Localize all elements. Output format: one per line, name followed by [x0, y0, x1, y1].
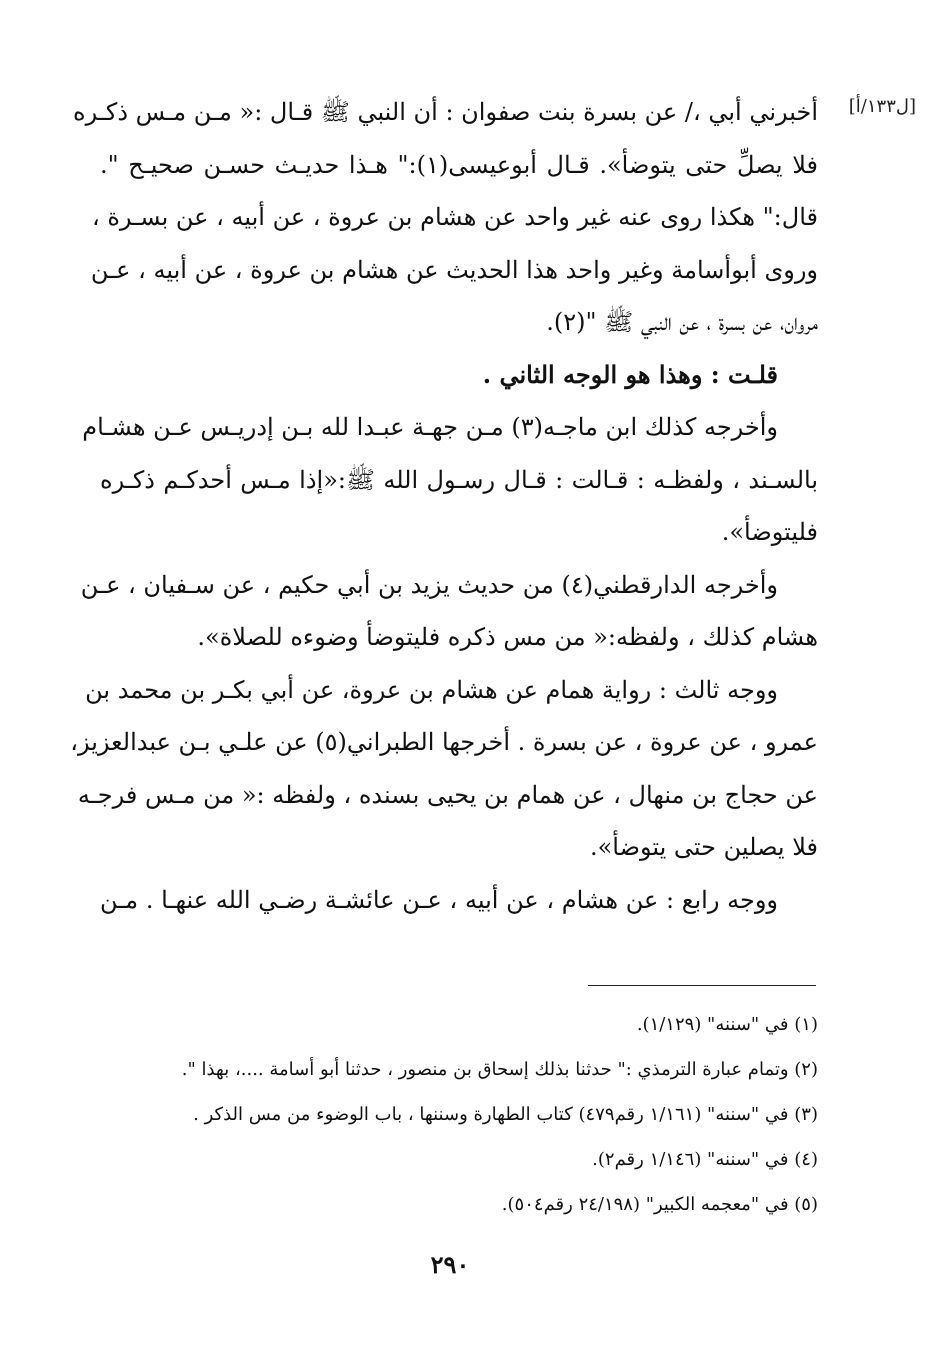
manuscript-folio-reference: [ل١٣٣/أ]	[848, 96, 916, 117]
footnote: (٣) في "سننه" (١/١٦١ رقم٤٧٩) كتاب الطهارة وسننها ، باب الوضوء من مس الذكر .	[193, 1104, 818, 1125]
text-line: فلا يصلين حتى يتوضأ».	[589, 833, 818, 861]
text-line: هشام كذلك ، ولفظه:« من مس ذكره فليتوضأ وضوءه للصلاة».	[197, 623, 818, 651]
text-line: فلا يصلِّ حتى يتوضأ». قـال أبوعيسى(١):" هـذا حديـث حسـن صحيـح ".	[100, 150, 818, 179]
text-line: وأخرجه كذلك ابن ماجـه(٣) مـن جهـة عبـدا لله بـن إدريـس عـن هشـام	[82, 413, 778, 441]
main-text	[70, 86, 818, 926]
text-line: مروان، عن بسرة ، عن النبي ﷺ "(٢).	[546, 308, 818, 336]
footnote: (٤) في "سننه" (١/١٤٦ رقم٢).	[592, 1149, 818, 1170]
footnote: (٥) في "معجمه الكبير" (٢٤/١٩٨ رقم٥٠٤).	[501, 1194, 818, 1215]
text-line-fourth-aspect: ووجه رابع : عن هشام ، عن أبيه ، عـن عائشـة رضـي الله عنهـا . مـن	[100, 885, 778, 914]
footnote: (١) في "سننه" (١/١٢٩).	[636, 1014, 818, 1035]
text-line: عمرو ، عن عروة ، عن بسرة . أخرجها الطبراني(٥) عن علـي بـن عبدالعزيز،	[70, 728, 818, 756]
text-line: أخبرني أبي ،/ عن بسرة بنت صفوان : أن النبي ﷺ قـال :« مـن مـس ذكـره	[73, 98, 818, 126]
text-line-third-aspect: ووجه ثالث : رواية همام عن هشام بن عروة، عن أبي بكـر بن محمد بن	[85, 675, 778, 704]
footnotes	[110, 1002, 818, 1227]
text-line: وأخرجه الدارقطني(٤) من حديث يزيد بن أبي حكيم ، عن سـفيان ، عـن	[80, 570, 778, 599]
text-line: وروى أبوأسامة وغير واحد هذا الحديث عن هشام بن عروة ، عن أبيه ، عـن	[90, 255, 818, 284]
page-number: ٢٩٠	[430, 1250, 470, 1279]
text-line: عن حجاج بن منهال ، عن همام بن يحيى بسنده ، ولفظه :« من مـس فرجـه	[77, 780, 818, 809]
text-line-heading-qultu: قلـت : وهذا هو الوجه الثاني .	[482, 359, 778, 389]
text-line: بالسـند ، ولفظـه : قـالت : قـال رسـول الله ﷺ:«إذا مـس أحدكـم ذكـره	[100, 465, 818, 494]
text-line: فليتوضأ».	[721, 518, 818, 546]
text-line: قال:" هكذا روى عنه غير واحد عن هشام بن عروة ، عن أبيه ، عن بسـرة ،	[91, 203, 818, 231]
footnote: (٢) وتمام عبارة الترمذي :" حدثنا بذلك إسحاق بن منصور ، حدثنا أبو أسامة ....، بهذا ".	[181, 1059, 818, 1080]
footnote-separator	[588, 985, 816, 986]
